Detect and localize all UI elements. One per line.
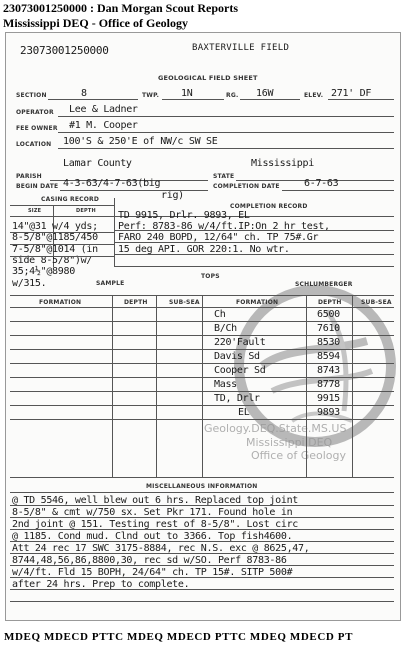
top-formation: B/Ch [214,323,237,334]
twp-value: 1N [181,88,193,99]
top-formation: Davis Sd [214,351,260,362]
sample-label: SAMPLE [96,280,125,287]
footer-banner: MDEQ MDECD PTTC MDEQ MDECD PTTC MDEQ MDECD PT [4,631,354,643]
casing-line: 14"@31 w/4 yds; [12,221,98,232]
operator-label: OPERATOR [16,109,54,116]
completion-date-value: 6-7-63 [304,178,339,189]
parish-label: PARISH [16,173,42,180]
misc-info-label: MISCELLANEOUS INFORMATION [146,483,258,490]
report-title: 23073001250000 : Dan Morgan Scout Reports [3,1,238,15]
top-formation: Ch [214,309,226,320]
schlumberger-label: SCHLUMBERGER [295,281,353,288]
misc-line: @ TD 5546, well blew out 6 hrs. Replaced top joint [12,495,299,506]
casing-depth-label: DEPTH [76,208,96,214]
misc-line: Att 24 rec 17 SWC 3175-8884, rec N.S. exc @ 8625,47, [12,543,310,554]
top-formation: Cooper Sd [214,365,266,376]
fee-owner-value: #1 M. Cooper [69,120,138,131]
top-formation: 220'Fault [214,337,266,348]
tops-label: TOPS [201,273,220,280]
begin-date-value: 4-3-63/4-7-63(big [63,178,161,189]
misc-line: 8-5/8" & cmt w/750 sx. Set Pkr 171. Found hole in [12,507,293,518]
top-depth: 8743 [317,365,340,376]
top-depth: 8778 [317,379,340,390]
completion-date-label: COMPLETION DATE [213,183,280,190]
fee-owner-label: FEE OWNER [16,125,58,132]
completion-line: FARO 240 BOPD, 12/64" ch. TP 75#.Gr [118,232,319,243]
state-value: Mississippi [251,158,314,169]
top-depth: 9893 [317,407,340,418]
section-label: SECTION [16,92,47,99]
top-formation: Mass [214,379,237,390]
top-depth: 8530 [317,337,340,348]
misc-line: 8744,48,56,86,8800,30, rec sd w/SO. Perf 8783-86 [12,555,287,566]
elev-label: ELEV. [304,92,324,99]
watermark-agency: Mississippi DEQ [246,436,333,449]
rg-value: 16W [256,88,274,99]
report-subtitle: Mississippi DEQ - Office of Geology [3,16,188,30]
casing-line: 8-5/8"@1185/450 [12,232,98,243]
parish-value: Lamar County [63,158,132,169]
twp-label: TWP. [142,92,160,99]
casing-size-label: SIZE [28,208,42,214]
sample-depth-header: DEPTH [124,299,148,306]
casing-record-label: CASING RECORD [41,196,100,203]
completion-line: 15 deg API. GOR 220:1. No wtr. [118,244,290,255]
sheet-title: GEOLOGICAL FIELD SHEET [158,74,258,82]
location-value: 100'S & 250'E of NW/c SW SE [63,136,218,147]
begin-date-value-cont: rig) [161,190,184,201]
casing-line: 35;4½"@8980 [12,266,75,277]
state-label: STATE [213,173,235,180]
top-depth: 7610 [317,323,340,334]
completion-line: TD 9915, Drlr. 9893, EL [118,210,250,221]
misc-line: w/4/ft. Fld 15 BOPH, 24/64" ch. TP 15#. SITP 500# [12,567,293,578]
top-formation: EL [238,407,250,418]
misc-line: @ 1185. Cond mud. Clnd out to 3366. Top fish4600. [12,531,293,542]
watermark-url: Geology.DEQ.State.MS.US [204,422,347,435]
sample-formation-header: FORMATION [39,299,82,306]
casing-line: w/315. [12,278,47,289]
top-depth: 9915 [317,393,340,404]
elev-value: 271' DF [331,88,372,99]
completion-line: Perf: 8783-86 w/4/ft.IP:On 2 hr test, [118,221,330,232]
schlumberger-depth-header: DEPTH [318,299,342,306]
casing-line: 7-5/8"@1014 (in [12,244,98,255]
section-value: 8 [81,88,87,99]
begin-date-label: BEGIN DATE [16,183,59,190]
schlumberger-subsea-header: SUB-SEA [361,299,392,306]
schlumberger-formation-header: FORMATION [236,299,279,306]
top-depth: 8594 [317,351,340,362]
api-number: 23073001250000 [20,44,109,57]
sample-subsea-header: SUB-SEA [169,299,200,306]
rg-label: RG. [226,92,239,99]
location-label: LOCATION [16,141,52,148]
field-sheet-card [5,32,401,621]
casing-line: side 8-5/8")w/ [12,255,93,266]
field-name: BAXTERVILLE FIELD [192,43,290,53]
watermark-office: Office of Geology [251,449,347,462]
completion-record-label: COMPLETION RECORD [230,203,308,210]
misc-line: after 24 hrs. Prep to complete. [12,579,190,590]
top-formation: TD, Drlr [214,393,260,404]
operator-value: Lee & Ladner [69,104,138,115]
top-depth: 6500 [317,309,340,320]
misc-line: 2nd joint @ 151. Testing rest of 8-5/8". Lost circ [12,519,299,530]
